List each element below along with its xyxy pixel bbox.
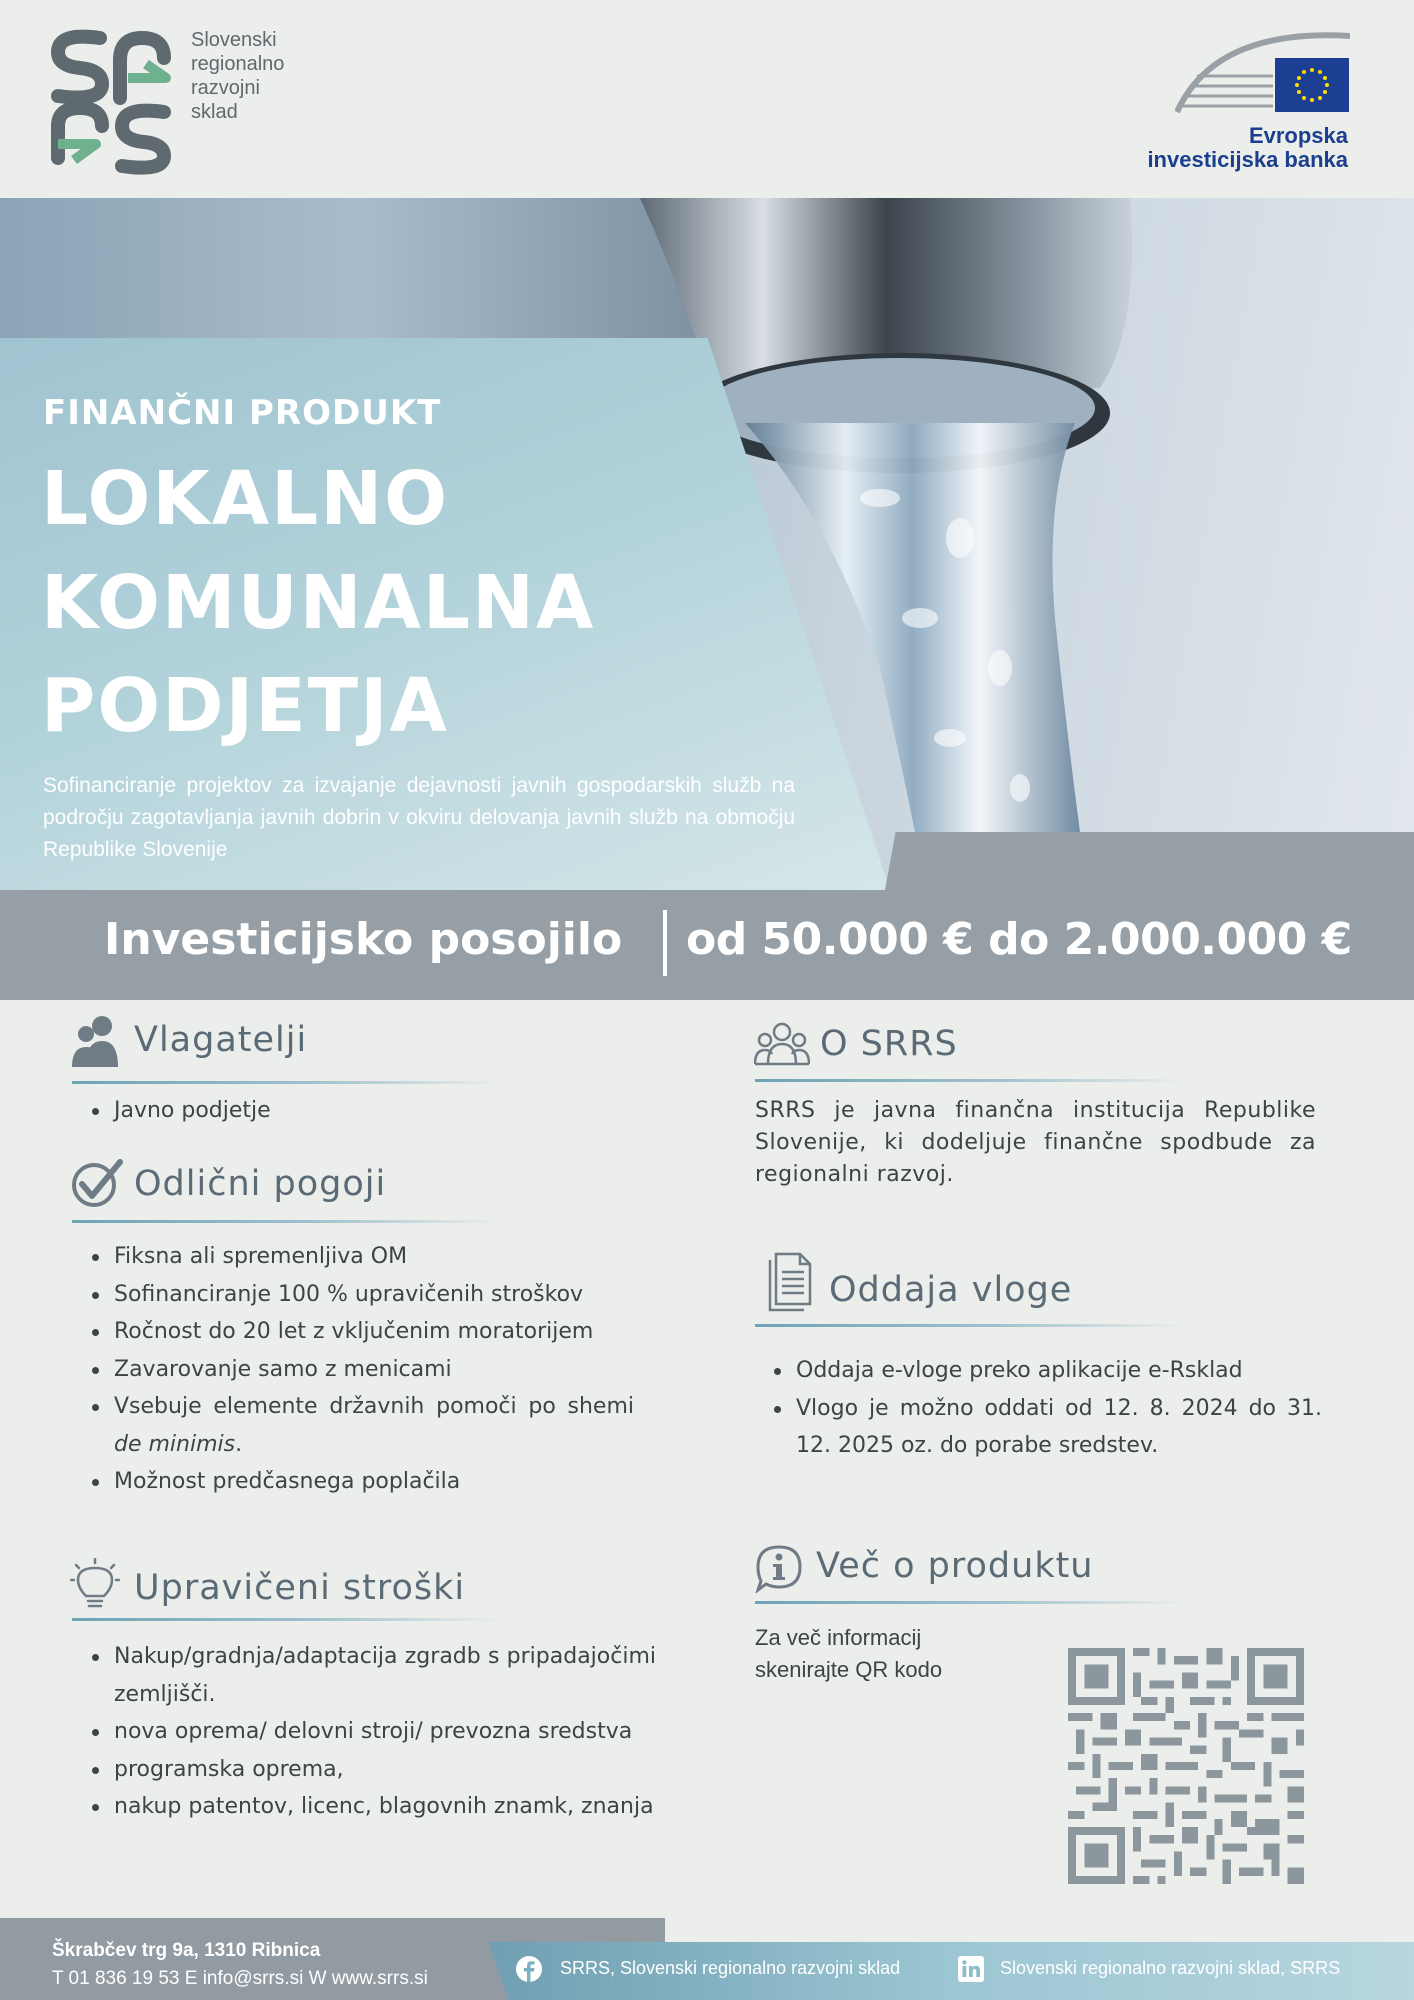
lightbulb-icon	[70, 1558, 120, 1612]
eib-name-line: Evropska	[1248, 123, 1348, 148]
footer-contact[interactable]: T 01 836 19 53 E info@srrs.si W www.srrs.si	[52, 1968, 428, 1989]
list-item: Vlogo je možno oddati od 12. 8. 2024 do 31. 12. 2025 oz. do porabe sredstev.	[766, 1390, 1322, 1465]
hero-title-line: LOKALNO	[41, 456, 450, 542]
section-title-oddaja: Oddaja vloge	[829, 1270, 1073, 1310]
hero-kicker: FINANČNI PRODUKT	[43, 393, 442, 433]
list-item: Zavarovanje samo z menicami	[84, 1351, 634, 1389]
section-title-o-srrs: O SRRS	[820, 1024, 958, 1064]
list-item: Oddaja e-vloge preko aplikacije e-Rsklad	[766, 1352, 1322, 1390]
srrs-name-line: regionalno	[191, 53, 285, 75]
document-icon	[766, 1252, 814, 1312]
list-item: Fiksna ali spremenljiva OM	[84, 1238, 634, 1276]
vlagatelji-list	[84, 1092, 644, 1130]
checkmark-icon	[72, 1158, 124, 1208]
list-item: Ročnost do 20 let z vključenim moratorijem	[84, 1313, 634, 1351]
info-icon	[754, 1543, 804, 1593]
eib-logo	[1175, 28, 1350, 116]
list-item	[84, 1388, 634, 1463]
people-icon	[70, 1015, 122, 1067]
linkedin-icon[interactable]	[958, 1956, 984, 1982]
footer	[0, 1918, 1414, 2000]
list-item: Nakup/gradnja/adaptacija zgradb s pripadajočimi zemljišči.	[84, 1638, 656, 1713]
eu-flag-icon	[1275, 58, 1349, 112]
section-title-vec: Več o produktu	[816, 1546, 1094, 1586]
band-divider	[663, 910, 667, 976]
section-title-stroski: Upravičeni stroški	[134, 1568, 466, 1608]
list-item: Javno podjetje	[84, 1092, 644, 1130]
list-item-text: Vsebuje elemente državnih pomoči po shemi	[114, 1394, 634, 1419]
section-underline	[72, 1618, 502, 1621]
list-item-italic: de minimis	[114, 1431, 236, 1457]
oddaja-list	[766, 1352, 1322, 1465]
section-underline	[72, 1081, 502, 1084]
list-item-text: .	[235, 1431, 243, 1457]
header	[0, 0, 1414, 198]
srrs-name-line: Slovenski	[191, 29, 277, 51]
list-item: nakup patentov, licenc, blagovnih znamk, znanja	[84, 1788, 656, 1826]
stroski-list	[84, 1638, 656, 1826]
facebook-icon[interactable]	[516, 1956, 542, 1982]
loan-type: Investicijsko posojilo	[104, 914, 623, 965]
qr-instructions	[755, 1622, 942, 1686]
qr-code[interactable]	[1068, 1648, 1304, 1884]
eib-name-line: investicijska banka	[1147, 147, 1348, 172]
srrs-name-line: sklad	[191, 101, 238, 123]
section-underline	[755, 1601, 1185, 1604]
qr-instruction-line: skenirajte QR kodo	[755, 1657, 943, 1682]
qr-instruction-line: Za več informacij	[755, 1625, 922, 1650]
eib-name	[1147, 124, 1348, 172]
srrs-name-line: razvojni	[191, 77, 260, 99]
footer-address: Škrabčev trg 9a, 1310 Ribnica	[52, 1940, 321, 1961]
section-underline	[755, 1324, 1185, 1327]
list-item: Sofinanciranje 100 % upravičenih stroškov	[84, 1276, 634, 1314]
srrs-logo	[48, 26, 173, 176]
section-underline	[755, 1079, 1185, 1082]
loan-amount: od 50.000 € do 2.000.000 €	[686, 914, 1352, 965]
list-item: Možnost predčasnega poplačila	[84, 1463, 634, 1501]
facebook-link[interactable]: SRRS, Slovenski regionalno razvojni sklad	[560, 1958, 901, 1978]
srrs-name	[191, 28, 284, 124]
list-item: programska oprema,	[84, 1751, 656, 1789]
section-title-vlagatelji: Vlagatelji	[134, 1020, 308, 1060]
o-srrs-text: SRRS je javna finančna institucija Republike Slovenije, ki dodeljuje finančne spodbude za regionalni razvoj.	[755, 1098, 1316, 1187]
pogoji-list	[84, 1238, 634, 1501]
list-item: nova oprema/ delovni stroji/ prevozna sredstva	[84, 1713, 656, 1751]
group-icon	[754, 1022, 810, 1066]
section-underline	[72, 1220, 502, 1223]
loan-band	[0, 890, 1414, 1000]
linkedin-link[interactable]: Slovenski regionalno razvojni sklad, SRRS	[1000, 1958, 1341, 1978]
hero-title-line: KOMUNALNA	[41, 560, 596, 646]
hero-description: Sofinanciranje projektov za izvajanje dejavnosti javnih gospodarskih služb na področju zagotavljanja javnih dobrin v okviru delovanja javnih služb na območju Republike Slovenije	[43, 774, 795, 861]
hero-corner	[885, 832, 1414, 890]
hero-title-line: PODJETJA	[41, 663, 449, 749]
section-title-pogoji: Odlični pogoji	[134, 1164, 387, 1204]
